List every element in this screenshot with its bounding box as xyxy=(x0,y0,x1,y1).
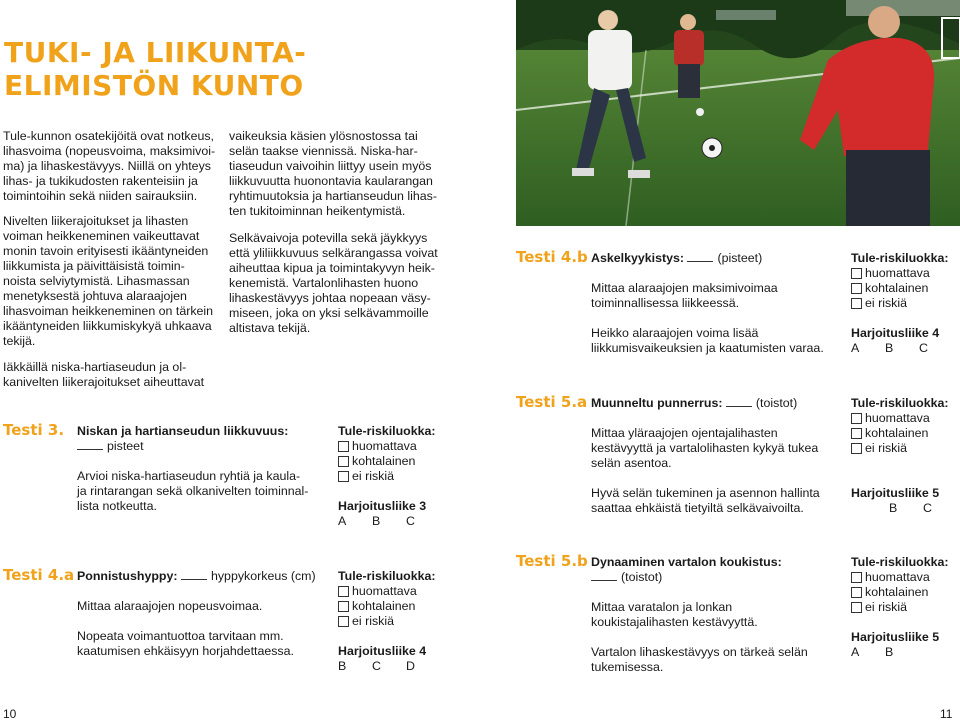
checkbox-icon[interactable] xyxy=(338,471,349,482)
test-4a-risk-medium[interactable]: kohtalainen xyxy=(338,599,458,614)
football-players-image xyxy=(516,0,960,226)
test-3-blank[interactable] xyxy=(77,441,103,450)
body-paragraph-2: Selkävaivoja potevilla sekä jäykkyys että yliliikkuvuus selkärangassa voivat aiheuttaa kipua ja toimintakyvyn heik- kenemistä. Vartalonlihasten huono lihaskestävyys johtaa nopeaan väsy- miseen, joka on yksi selkävammoille altistava tekijä. xyxy=(229,231,438,335)
checkbox-icon[interactable] xyxy=(851,413,862,424)
title-line-1: TUKI- JA LIIKUNTA- xyxy=(4,36,307,69)
test-5a-risk-high[interactable]: huomattava xyxy=(851,411,959,426)
test-3-risk: Tule-riskiluokka: huomattava kohtalainen ei riskiä Harjoitusliike 3 A B C xyxy=(338,424,458,529)
test-5b-risk: Tule-riskiluokka: huomattava kohtalainen ei riskiä Harjoitusliike 5 A B xyxy=(851,555,959,660)
test-3-risk-high[interactable]: huomattava xyxy=(338,439,458,454)
football-photo xyxy=(516,0,960,226)
test-4b-block: Askelkyykistys: (pisteet) Mittaa alaraajojen maksimivoimaa toiminnallisessa liikkeessä. Heikko alaraajojen voima lisää liikkumisvaikeuksien ja kaatumisten varaa. xyxy=(591,251,847,356)
test-5b-blank[interactable] xyxy=(591,572,617,581)
test-5b-letters: A B xyxy=(851,645,894,659)
test-4a-block: Ponnistushyppy: hyppykorkeus (cm) Mittaa alaraajojen nopeusvoimaa. Nopeata voimantuottoa tarvitaan mm. kaatumisen ehkäisyyn horjahdettaessa. xyxy=(77,569,332,659)
checkbox-icon[interactable] xyxy=(851,572,862,583)
test-5b-risk-none[interactable]: ei riskiä xyxy=(851,600,959,615)
page-number-right: 11 xyxy=(940,707,953,721)
test-4a-label: Testi 4.a xyxy=(3,566,75,584)
checkbox-icon[interactable] xyxy=(851,428,862,439)
test-4a-letters: B C D xyxy=(338,659,415,673)
intro-paragraph-1: Tule-kunnon osatekijöitä ovat notkeus, lihasvoima (nopeusvoima, maksimivoi- ma) ja lihaskestävyys. Niillä on yhteys lihas- ja tukikudosten rakenteisiin ja toimintoihin sekä niiden sairauksiin. xyxy=(3,129,216,203)
test-4a-exercise: Harjoitusliike 4 xyxy=(338,644,427,658)
test-5b-risk-high[interactable]: huomattava xyxy=(851,570,959,585)
test-4b-risk-medium[interactable]: kohtalainen xyxy=(851,281,959,296)
test-5b-risk-medium[interactable]: kohtalainen xyxy=(851,585,959,600)
intro-paragraph-3: Iäkkäillä niska-hartiaseudun ja ol- kanivelten liikerajoitukset aiheuttavat xyxy=(3,360,205,389)
checkbox-icon[interactable] xyxy=(851,283,862,294)
checkbox-icon[interactable] xyxy=(338,601,349,612)
test-3-block: Niskan ja hartianseudun liikkuvuus: pisteet Arvioi niska-hartiaseudun ryhtiä ja kaula- ja rintarangan sekä olkanivelten toiminnal- lista notkeutta. xyxy=(77,424,317,514)
test-4b-letters: A B C xyxy=(851,341,928,355)
test-3-risk-none[interactable]: ei riskiä xyxy=(338,469,458,484)
test-4a-risk-none[interactable]: ei riskiä xyxy=(338,614,458,629)
title-line-2: ELIMISTÖN KUNTO xyxy=(4,69,304,102)
test-5a-blank[interactable] xyxy=(726,398,752,407)
test-3-risk-medium[interactable]: kohtalainen xyxy=(338,454,458,469)
checkbox-icon[interactable] xyxy=(338,586,349,597)
intro-paragraph-2: Nivelten liikerajoitukset ja lihasten voiman heikkeneminen vaikeuttavat monin tavoin erityisesti ikääntyneiden liikkumista ja päivittäisistä toimin- noista selviytymistä. Lihasmassan menetyksestä johtuva alaraajojen lihasvoiman heikkeneminen on tärkein ikääntyneiden liikkumiskykyä uhkaava tekijä. xyxy=(3,214,214,348)
checkbox-icon[interactable] xyxy=(338,456,349,467)
test-5a-exercise: Harjoitusliike 5 xyxy=(851,486,940,500)
test-4a-risk-high[interactable]: huomattava xyxy=(338,584,458,599)
test-4b-exercise: Harjoitusliike 4 xyxy=(851,326,940,340)
checkbox-icon[interactable] xyxy=(338,616,349,627)
test-5a-letters: B C xyxy=(889,501,932,515)
test-3-result: pisteet xyxy=(77,439,317,454)
body-paragraph-1: vaikeuksia käsien ylösnostossa tai selän taakse viennissä. Niska-har- tiaseudun vaivoihin liittyy usein myös liikkuvuutta huonontavia kaularangan ryhtimuutoksia ja hartianseudun lihas- ten tukitoiminnan heikentymistä. xyxy=(229,129,437,218)
test-4b-risk: Tule-riskiluokka: huomattava kohtalainen ei riskiä Harjoitusliike 4 A B C xyxy=(851,251,959,356)
test-3-exercise: Harjoitusliike 3 xyxy=(338,499,427,513)
test-5b-label: Testi 5.b xyxy=(516,552,588,570)
test-3-label: Testi 3. xyxy=(3,421,65,439)
test-5b-name: Dynaaminen vartalon koukistus: xyxy=(591,555,782,569)
test-3-letters: A B C xyxy=(338,514,415,528)
checkbox-icon[interactable] xyxy=(851,602,862,613)
test-4b-risk-high[interactable]: huomattava xyxy=(851,266,959,281)
test-5a-label: Testi 5.a xyxy=(516,393,588,411)
test-4a-blank[interactable] xyxy=(181,571,207,580)
test-5a-risk-none[interactable]: ei riskiä xyxy=(851,441,959,456)
test-5a-risk-medium[interactable]: kohtalainen xyxy=(851,426,959,441)
test-5a-risk: Tule-riskiluokka: huomattava kohtalainen ei riskiä Harjoitusliike 5 B C xyxy=(851,396,959,516)
test-5b-block: Dynaaminen vartalon koukistus: (toistot) Mittaa varatalon ja lonkan koukistajalihasten kestävyyttä. Vartalon lihaskestävyys on tärkeä selän tukemisessa. xyxy=(591,555,847,675)
test-4a-risk: Tule-riskiluokka: huomattava kohtalainen ei riskiä Harjoitusliike 4 B C D xyxy=(338,569,458,674)
page-number-left: 10 xyxy=(3,707,17,721)
test-4a-heading: Ponnistushyppy: hyppykorkeus (cm) xyxy=(77,569,316,583)
checkbox-icon[interactable] xyxy=(851,443,862,454)
test-5a-block: Muunneltu punnerrus: (toistot) Mittaa yläraajojen ojentajalihasten kestävyyttä ja vartalolihasten kykyä tukea selän asentoa. Hyvä selän tukeminen ja asennon hallinta saattaa ehkäistä tietyiltä selkävaivoilta. xyxy=(591,396,847,516)
test-4b-blank[interactable] xyxy=(687,253,713,262)
checkbox-icon[interactable] xyxy=(851,587,862,598)
test-4b-risk-none[interactable]: ei riskiä xyxy=(851,296,959,311)
test-5b-exercise: Harjoitusliike 5 xyxy=(851,630,940,644)
test-5b-result: (toistot) xyxy=(591,570,847,585)
checkbox-icon[interactable] xyxy=(851,298,862,309)
checkbox-icon[interactable] xyxy=(338,441,349,452)
test-5a-heading: Muunneltu punnerrus: (toistot) xyxy=(591,396,798,410)
page-title xyxy=(4,36,314,102)
test-3-name: Niskan ja hartianseudun liikkuvuus: xyxy=(77,424,289,438)
checkbox-icon[interactable] xyxy=(851,268,862,279)
test-4b-label: Testi 4.b xyxy=(516,248,588,266)
test-4b-heading: Askelkyykistys: (pisteet) xyxy=(591,251,763,265)
